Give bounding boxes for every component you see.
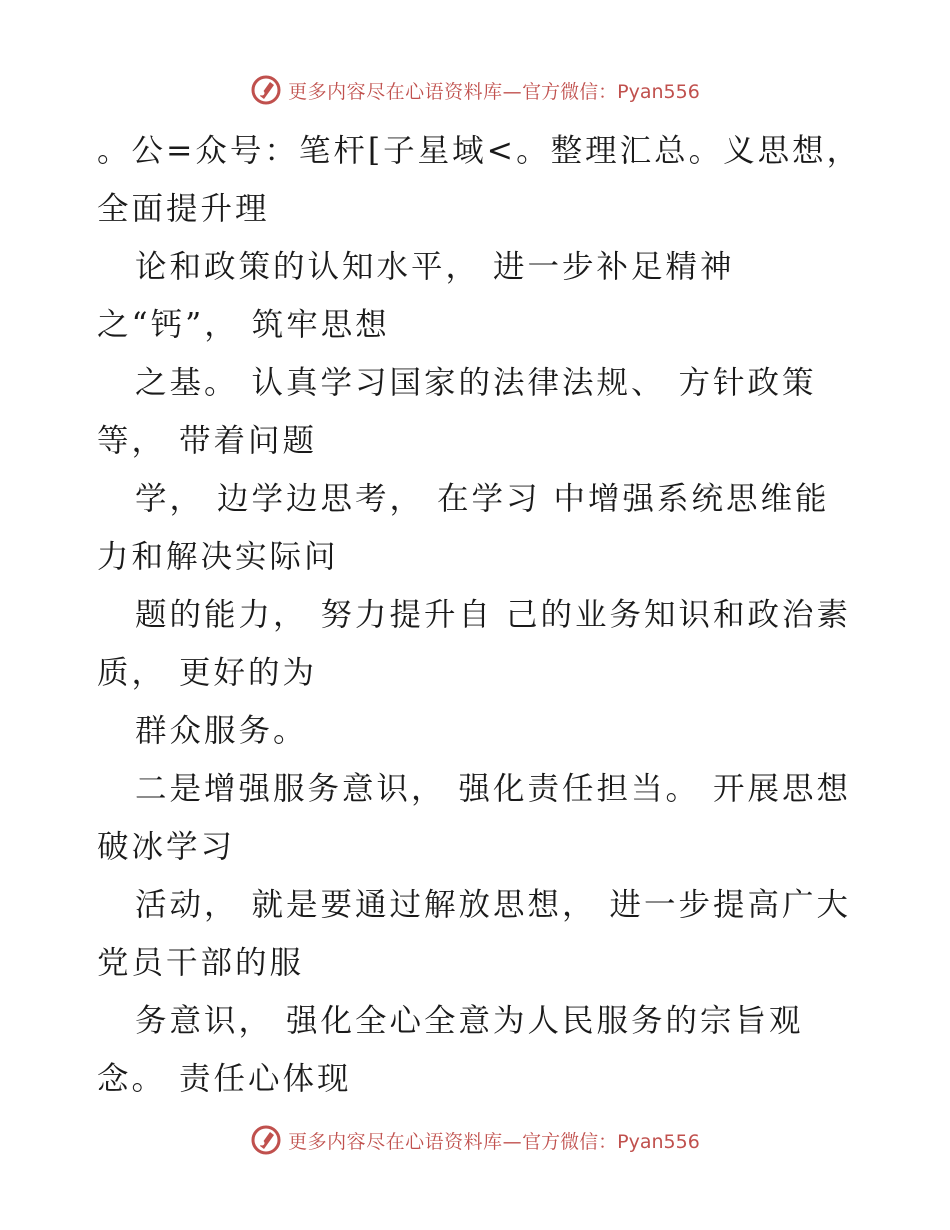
paragraph-line: 务意识， 强化全心全意为人民服务的宗旨观 [135,1003,804,1039]
footer-wechat-text: 官方微信：Pyan556 [522,1130,700,1153]
logo-icon [250,74,282,106]
paragraph-line: 质， 更好的为 [97,655,318,691]
logo-icon [250,1124,282,1156]
document-body [97,122,867,1108]
footer-banner-text: 更多内容尽在心语资料库— [288,1130,523,1153]
header-banner [0,70,950,110]
paragraph-line: 之基。 认真学习国家的法律法规、 方针政策 [135,365,817,401]
paragraph-line: 二是增强服务意识， 强化责任担当。 开展思想 [135,771,852,807]
paragraph-line: 党员干部的服 [97,945,305,981]
paragraph-line: 全面提升理 [97,191,270,227]
paragraph-line: 之“钙”， 筑牢思想 [97,307,390,343]
paragraph-line: 破冰学习 [97,829,236,865]
paragraph-line: 念。 责任心体现 [97,1061,352,1097]
paragraph-line: 。公=众号：笔杆[子星域<。整理汇总。义思想， [97,133,862,169]
paragraph-line: 群众服务。 [135,713,308,749]
header-banner-text: 更多内容尽在心语资料库— [288,80,523,103]
paragraph-line: 力和解决实际问 [97,539,339,575]
paragraph-line: 活动， 就是要通过解放思想， 进一步提高广大 [135,887,852,923]
paragraph-line: 论和政策的认知水平， 进一步补足精神 [135,249,735,285]
header-wechat-text: 官方微信：Pyan556 [522,80,700,103]
paragraph-line: 等， 带着问题 [97,423,318,459]
footer-banner [0,1120,950,1160]
paragraph-line: 题的能力， 努力提升自 己的业务知识和政治素 [135,597,852,633]
paragraph-line: 学， 边学边思考， 在学习 中增强系统思维能 [135,481,830,517]
